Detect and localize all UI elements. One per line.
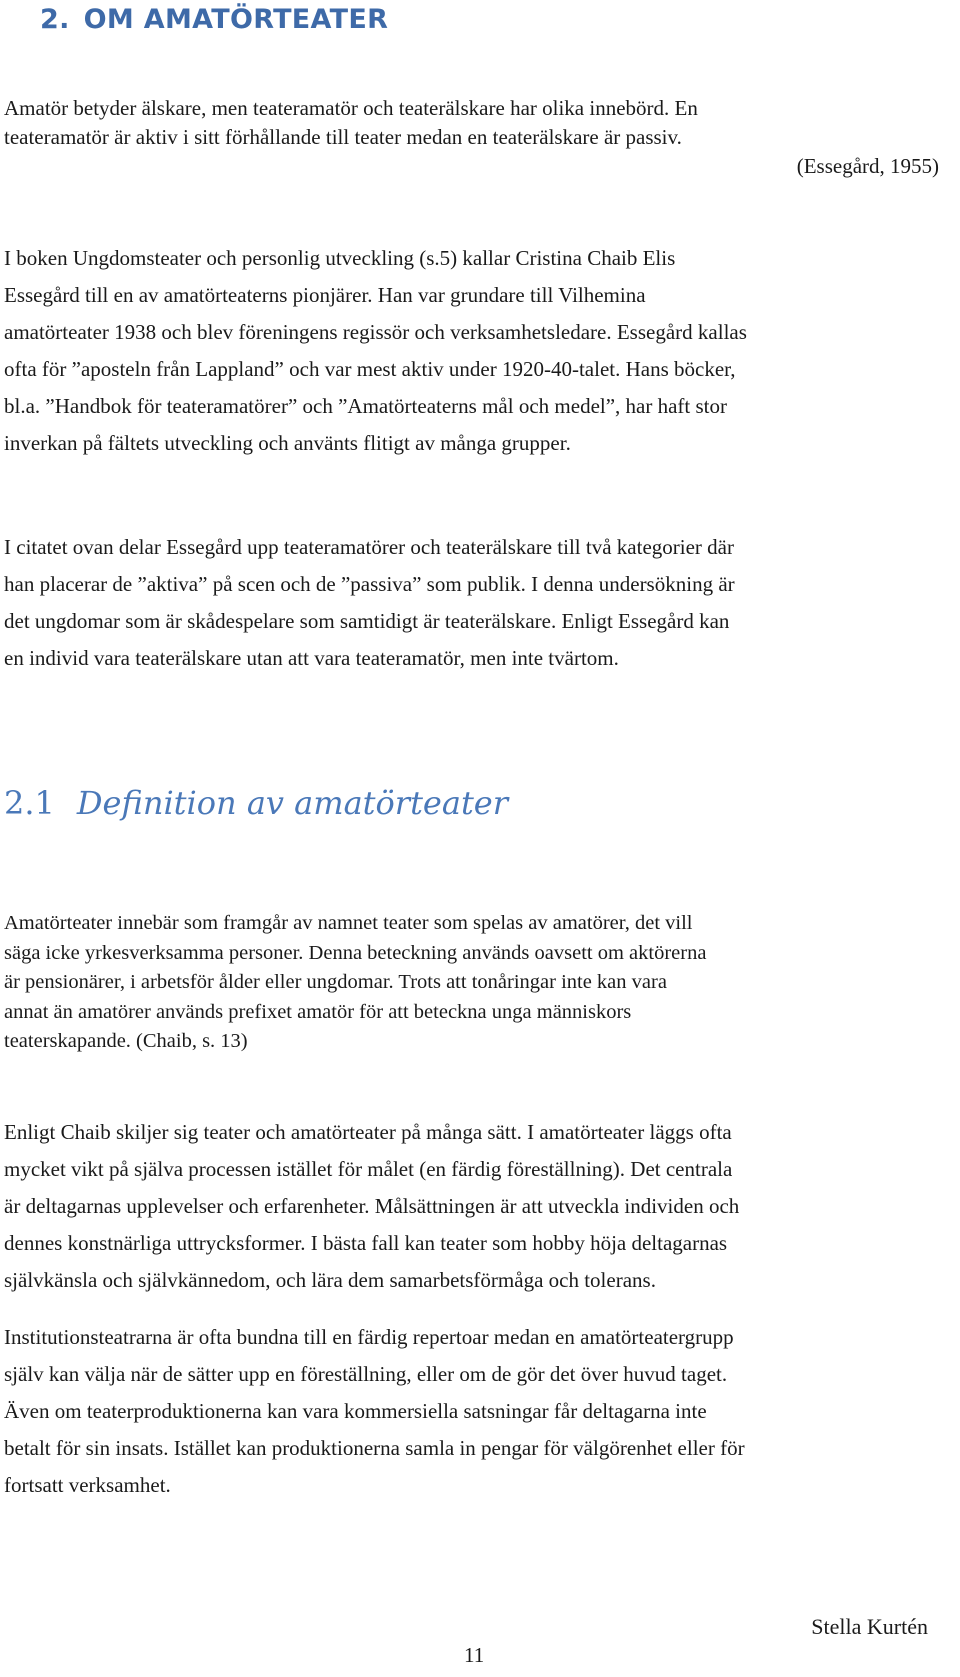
text-line: amatörteater 1938 och blev föreningens regissör och verksamhetsledare. Essegård kallas [4, 320, 747, 344]
text-line: säga icke yrkesverksamma personer. Denna beteckning används oavsett om aktörerna [4, 941, 707, 964]
text-line: det ungdomar som är skådespelare som samtidigt är teaterälskare. Enligt Essegård kan [4, 609, 730, 633]
section-number: 2. [40, 4, 70, 35]
text-line: ofta för ”aposteln från Lappland” och var mest aktiv under 1920-40-talet. Hans böcker, [4, 357, 736, 381]
paragraph-definition-quote [4, 94, 959, 181]
text-line: Essegård till en av amatörteaterns pionjärer. Han var grundare till Vilhemina [4, 283, 646, 307]
quote-citation: (Essegård, 1955) [796, 154, 939, 178]
text-line: Även om teaterproduktionerna kan vara kommersiella satsningar får deltagarna inte [4, 1399, 707, 1423]
section-title: OM AMATÖRTEATER [83, 4, 389, 35]
subsection-heading [4, 784, 508, 822]
paragraph-citation-analysis [4, 529, 959, 677]
footer-author: Stella Kurtén [811, 1614, 928, 1639]
text-line: mycket vikt på själva processen istället för målet (en färdig föreställning). Det centrala [4, 1157, 733, 1181]
text-line: fortsatt verksamhet. [4, 1473, 171, 1497]
subsection-number: 2.1 [4, 784, 55, 822]
text-line: Institutionsteatrarna är ofta bundna till en färdig repertoar medan en amatörteatergrupp [4, 1325, 734, 1349]
text-line: själv kan välja när de sätter upp en föreställning, eller om de gör det över huvud taget. [4, 1362, 728, 1386]
text-line: Amatör betyder älskare, men teateramatör och teaterälskare har olika innebörd. En [4, 96, 698, 120]
text-line: I boken Ungdomsteater och personlig utveckling (s.5) kallar Cristina Chaib Elis [4, 246, 676, 270]
text-line: betalt för sin insats. Istället kan produktionerna samla in pengar för välgörenhet eller för [4, 1436, 745, 1460]
paragraph-essegard [4, 240, 959, 462]
text-line: han placerar de ”aktiva” på scen och de ”passiva” som publik. I denna undersökning är [4, 572, 735, 596]
text-line: en individ vara teaterälskare utan att vara teateramatör, men inte tvärtom. [4, 646, 619, 670]
text-line: annat än amatörer används prefixet amatör för att beteckna unga människors [4, 1000, 632, 1023]
text-line: självkänsla och självkännedom, och lära dem samarbetsförmåga och tolerans. [4, 1268, 656, 1292]
text-line: är pensionärer, i arbetsför ålder eller ungdomar. Trots att tonåringar inte kan vara [4, 971, 667, 993]
text-line: bl.a. ”Handbok för teateramatörer” och ”Amatörteaterns mål och medel”, har haft stor [4, 394, 728, 418]
paragraph-definition [4, 909, 959, 1057]
paragraph-chaib [4, 1114, 959, 1299]
text-line: inverkan på fältets utveckling och använts flitigt av många grupper. [4, 431, 571, 455]
text-line: teaterskapande. (Chaib, s. 13) [4, 1030, 248, 1052]
subsection-title: Definition av amatörteater [76, 784, 509, 822]
text-line: I citatet ovan delar Essegård upp teateramatörer och teaterälskare till två kategorier där [4, 535, 734, 559]
text-line: dennes konstnärliga uttrycksformer. I bästa fall kan teater som hobby höja deltagarnas [4, 1231, 728, 1255]
page-number: 11 [464, 1643, 485, 1667]
text-line: teateramatör är aktiv i sitt förhållande till teater medan en teaterälskare är passiv. [4, 125, 682, 149]
paragraph-institution [4, 1319, 959, 1504]
text-line: Amatörteater innebär som framgår av namnet teater som spelas av amatörer, det vill [4, 912, 693, 934]
section-heading [40, 4, 388, 35]
text-line: är deltagarnas upplevelser och erfarenheter. Målsättningen är att utveckla individen och [4, 1194, 740, 1218]
text-line: Enligt Chaib skiljer sig teater och amatörteater på många sätt. I amatörteater läggs ofta [4, 1120, 732, 1144]
